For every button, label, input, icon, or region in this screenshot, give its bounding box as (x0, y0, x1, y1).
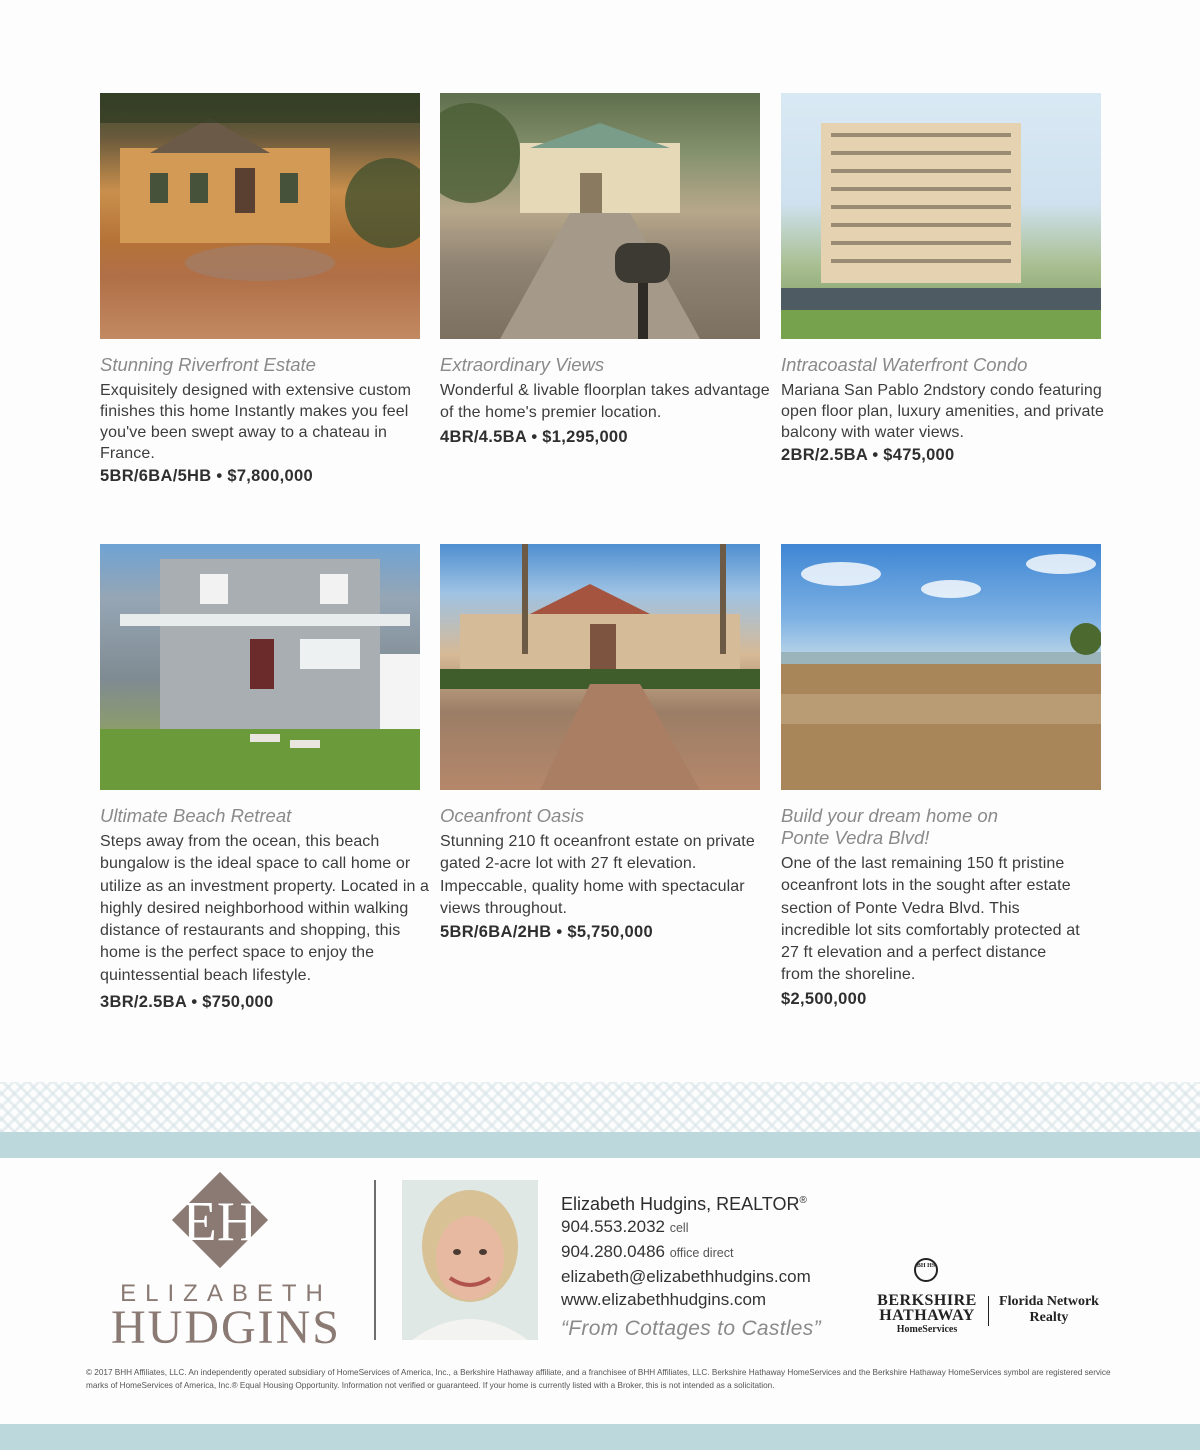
brokerage-divider (988, 1296, 989, 1326)
listing-photo-beach-retreat (100, 544, 420, 790)
listing-card (440, 93, 770, 447)
listing-price: $2,500,000 (781, 989, 867, 1008)
bottom-accent-band (0, 1424, 1200, 1450)
listing-card (100, 93, 430, 486)
listing-title: Build your dream home on Ponte Vedra Blvd! (781, 805, 998, 848)
listing-title: Intracoastal Waterfront Condo (781, 354, 1028, 375)
listing-card (781, 544, 1111, 1009)
cell-phone[interactable]: 904.553.2032 cell (561, 1217, 689, 1236)
listing-card (100, 544, 430, 1012)
oceanfront-lot-illustration (781, 544, 1101, 790)
website-link[interactable]: www.elizabethhudgins.com (561, 1290, 767, 1309)
listing-photo-extraordinary-views (440, 93, 760, 339)
listing-price: 3BR/2.5BA • $750,000 (100, 993, 274, 1012)
agent-name: Elizabeth Hudgins, REALTOR® (561, 1194, 807, 1214)
vertical-divider (374, 1180, 376, 1340)
listing-photo-ponte-vedra-lot (781, 544, 1101, 790)
listing-card (440, 544, 770, 942)
email-link[interactable]: elizabeth@elizabethhudgins.com (561, 1267, 811, 1286)
logo-first-name: ELIZABETH (120, 1280, 332, 1307)
listing-description: Wonderful & livable floorplan takes advantage of the home's premier location. (440, 382, 770, 422)
bhhs-seal-icon: BH HS (914, 1258, 938, 1282)
office-phone[interactable]: 904.280.0486 office direct (561, 1242, 734, 1261)
listing-description: Steps away from the ocean, this beach bungalow is the ideal space to call home or utilize as an investment property. Located in a highly desired neighborhood within walking distance of restaurants and shopping, this home is the perfect space to enjoy the quintessential beach lifestyle. (100, 833, 430, 984)
listing-price: 5BR/6BA/5HB • $7,800,000 (100, 467, 313, 485)
tagline: “From Cottages to Castles” (561, 1317, 821, 1340)
listing-description: Mariana San Pablo 2ndstory condo featuring open floor plan, luxury amenities, and private balcony with water views. (781, 382, 1105, 441)
logo-last-name: HUDGINS (111, 1301, 341, 1354)
brokerage-line3: HomeServices (896, 1324, 958, 1335)
listing-photo-waterfront-condo (781, 93, 1101, 339)
listing-title: Ultimate Beach Retreat (100, 805, 292, 826)
network-line1: Florida Network (999, 1294, 1099, 1309)
accent-band (0, 1132, 1200, 1158)
portrait-illustration (402, 1180, 538, 1340)
listing-card (781, 93, 1111, 465)
listing-title: Extraordinary Views (440, 354, 605, 375)
listing-description: Stunning 210 ft oceanfront estate on private gated 2-acre lot with 27 ft elevation. Impeccable, quality home with spectacular views throughout. (440, 833, 755, 917)
listing-price: 5BR/6BA/2HB • $5,750,000 (440, 923, 653, 942)
bungalow-illustration (100, 544, 420, 790)
listing-title: Stunning Riverfront Estate (100, 354, 316, 375)
network-line2: Realty (1029, 1310, 1069, 1325)
estate-illustration (100, 93, 420, 339)
logo-monogram: EH (182, 1191, 258, 1253)
listing-price: 4BR/4.5BA • $1,295,000 (440, 427, 628, 446)
condo-tower-illustration (781, 93, 1101, 339)
chevron-pattern-overlay (0, 1082, 1200, 1132)
contact-block (561, 1190, 861, 1341)
agent-headshot (402, 1180, 538, 1340)
brokerage-line2: HATHAWAY (879, 1307, 975, 1324)
listing-description: Exquisitely designed with extensive custom finishes this home Instantly makes you feel you've been swept away to a chateau in France. (100, 382, 412, 462)
legal-disclaimer: © 2017 BHH Affiliates, LLC. An independently operated subsidiary of HomeServices of America, Inc., a Berkshire Hathaway affiliate, and a franchisee of BHH Affiliates, LLC. Berkshire Hathaway HomeServices and the Berkshire Hathaway HomeServices symbol are registered service marks of HomeServices of America, Inc.® Equal Housing Opportunity. Information not verified or guaranteed. If your home is currently listed with a Broker, this is not intended as a solicitation. (86, 1368, 1111, 1390)
listing-photo-oceanfront-oasis (440, 544, 760, 790)
hudgins-logo (96, 1172, 356, 1352)
brokerage-line1: BERKSHIRE (877, 1292, 977, 1309)
driveway-illustration (440, 93, 760, 339)
listing-photo-riverfront-estate (100, 93, 420, 339)
listing-title: Oceanfront Oasis (440, 805, 584, 826)
listing-description: One of the last remaining 150 ft pristine oceanfront lots in the sought after estate section of Ponte Vedra Blvd. This incredible lot sits comfortably protected at 27 ft elevation and a perfect distance from the shoreline. (781, 855, 1080, 984)
listing-price: 2BR/2.5BA • $475,000 (781, 446, 955, 464)
brokerage-logo (872, 1258, 1112, 1338)
oasis-illustration (440, 544, 760, 790)
